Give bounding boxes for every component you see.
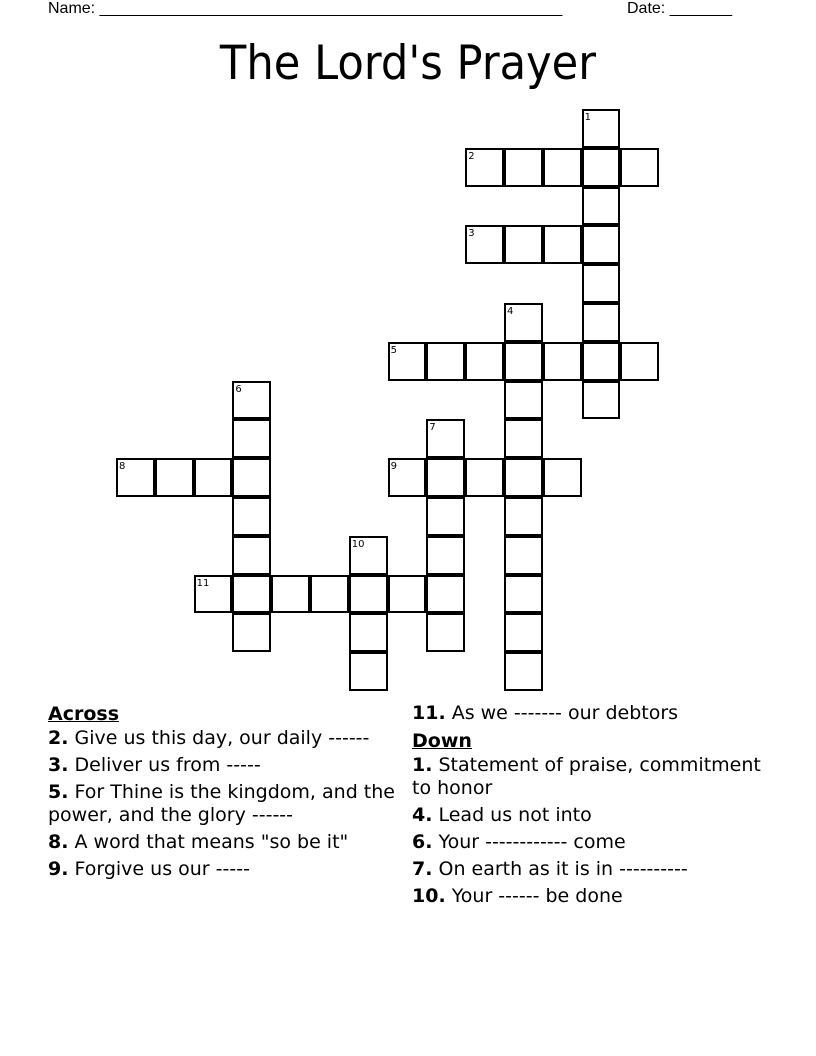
cell-number: 5 [390,344,397,356]
crossword-cell[interactable] [349,536,388,575]
cell-number: 9 [390,461,397,473]
crossword-cell[interactable] [620,342,659,381]
crossword-cell[interactable] [504,419,543,458]
down-clue-6 [412,831,762,854]
clue-text: For Thine is the kingdom, and the power, and the glory ------ [48,781,395,826]
clue-text: Your ------ be done [445,885,623,907]
crossword-cell[interactable] [543,225,582,264]
across-clue-5 [48,781,398,827]
crossword-cell[interactable] [465,342,504,381]
cell-number: 10 [351,538,365,550]
date-field[interactable]: Date: _______ [627,0,732,17]
across-clue-3 [48,754,398,777]
crossword-cell[interactable] [388,342,427,381]
across-heading: Across [48,703,120,725]
crossword-cell[interactable] [426,536,465,575]
down-clue-10 [412,885,762,908]
crossword-cell[interactable] [426,575,465,614]
clue-number: 5. [48,781,69,803]
crossword-cell[interactable] [349,652,388,691]
cell-number: 4 [507,306,514,317]
clue-text: Forgive us our ----- [68,858,250,880]
crossword-cell[interactable] [504,575,543,614]
clues-column-left [48,702,398,885]
crossword-cell[interactable] [232,536,271,575]
clue-text: Lead us not into [432,804,592,826]
crossword-cell[interactable] [504,536,543,575]
down-clue-1 [412,754,762,800]
crossword-cell[interactable] [465,458,504,497]
crossword-cell[interactable] [426,613,465,652]
crossword-cell[interactable] [349,575,388,614]
cell-number: 8 [119,461,126,473]
clue-number: 10. [412,885,446,907]
crossword-cell[interactable] [504,652,543,691]
crossword-cell[interactable] [582,381,621,420]
cell-number: 6 [235,383,242,395]
across-clue-9 [48,858,398,881]
crossword-cell[interactable] [232,458,271,497]
name-field[interactable]: Name: ____________________________________________________ [48,0,563,17]
crossword-cell[interactable] [582,225,621,264]
clues-column-right [412,702,762,912]
crossword-cell[interactable] [504,458,543,497]
down-clue-4 [412,804,762,827]
crossword-cell[interactable] [426,458,465,497]
crossword-cell[interactable] [543,148,582,187]
down-heading: Down [412,730,472,752]
crossword-cell[interactable] [426,419,465,458]
clue-number: 1. [412,754,433,776]
crossword-cell[interactable] [504,497,543,536]
crossword-cell[interactable] [504,148,543,187]
across-clue-8 [48,831,398,854]
crossword-cell[interactable] [504,303,543,342]
crossword-cell[interactable] [271,575,310,614]
crossword-cell[interactable] [582,109,621,148]
clue-number: 8. [48,831,69,853]
clue-text: Your ------------ come [432,831,626,853]
clue-number: 7. [412,858,433,880]
cell-number: 3 [468,228,475,240]
clue-text: Give us this day, our daily ------ [68,727,370,749]
crossword-cell[interactable] [504,342,543,381]
crossword-cell[interactable] [388,458,427,497]
page-title: The Lord's Prayer [219,36,597,91]
crossword-cell[interactable] [504,381,543,420]
clue-number: 2. [48,727,69,749]
cell-number: 1 [584,112,591,123]
crossword-cell[interactable] [426,497,465,536]
clue-number: 3. [48,754,69,776]
crossword-cell[interactable] [426,342,465,381]
crossword-cell[interactable] [116,458,155,497]
clue-text: On earth as it is in ---------- [432,858,688,880]
crossword-cell[interactable] [582,187,621,226]
crossword-cell[interactable] [543,458,582,497]
clue-number: 4. [412,804,433,826]
crossword-cell[interactable] [582,342,621,381]
crossword-cell[interactable] [582,303,621,342]
crossword-cell[interactable] [504,613,543,652]
clue-text: Deliver us from ----- [68,754,261,776]
cell-number: 2 [468,150,475,162]
crossword-cell[interactable] [194,458,233,497]
clue-text: A word that means "so be it" [68,831,349,853]
clue-text: Statement of praise, commitment to honor [412,754,761,799]
clue-number: 9. [48,858,69,880]
cell-number: 11 [196,577,210,589]
clue-number: 6. [412,831,433,853]
crossword-cell[interactable] [310,575,349,614]
across-clue-11 [412,702,762,725]
crossword-cell[interactable] [232,575,271,614]
cell-number: 7 [429,422,436,434]
crossword-cell[interactable] [155,458,194,497]
clue-text: As we ------- our debtors [445,702,679,724]
crossword-cell[interactable] [232,419,271,458]
crossword-cell[interactable] [465,148,504,187]
clue-number: 11. [412,702,446,724]
crossword-cell[interactable] [232,497,271,536]
crossword-cell[interactable] [582,264,621,303]
down-clue-7 [412,858,762,881]
crossword-cell[interactable] [620,148,659,187]
crossword-cell[interactable] [388,575,427,614]
crossword-cell[interactable] [543,342,582,381]
across-clue-2 [48,727,398,750]
crossword-cell[interactable] [349,613,388,652]
crossword-cell[interactable] [232,613,271,652]
crossword-cell[interactable] [504,225,543,264]
crossword-cell[interactable] [194,575,233,614]
crossword-cell[interactable] [232,381,271,420]
crossword-cell[interactable] [465,225,504,264]
crossword-cell[interactable] [582,148,621,187]
